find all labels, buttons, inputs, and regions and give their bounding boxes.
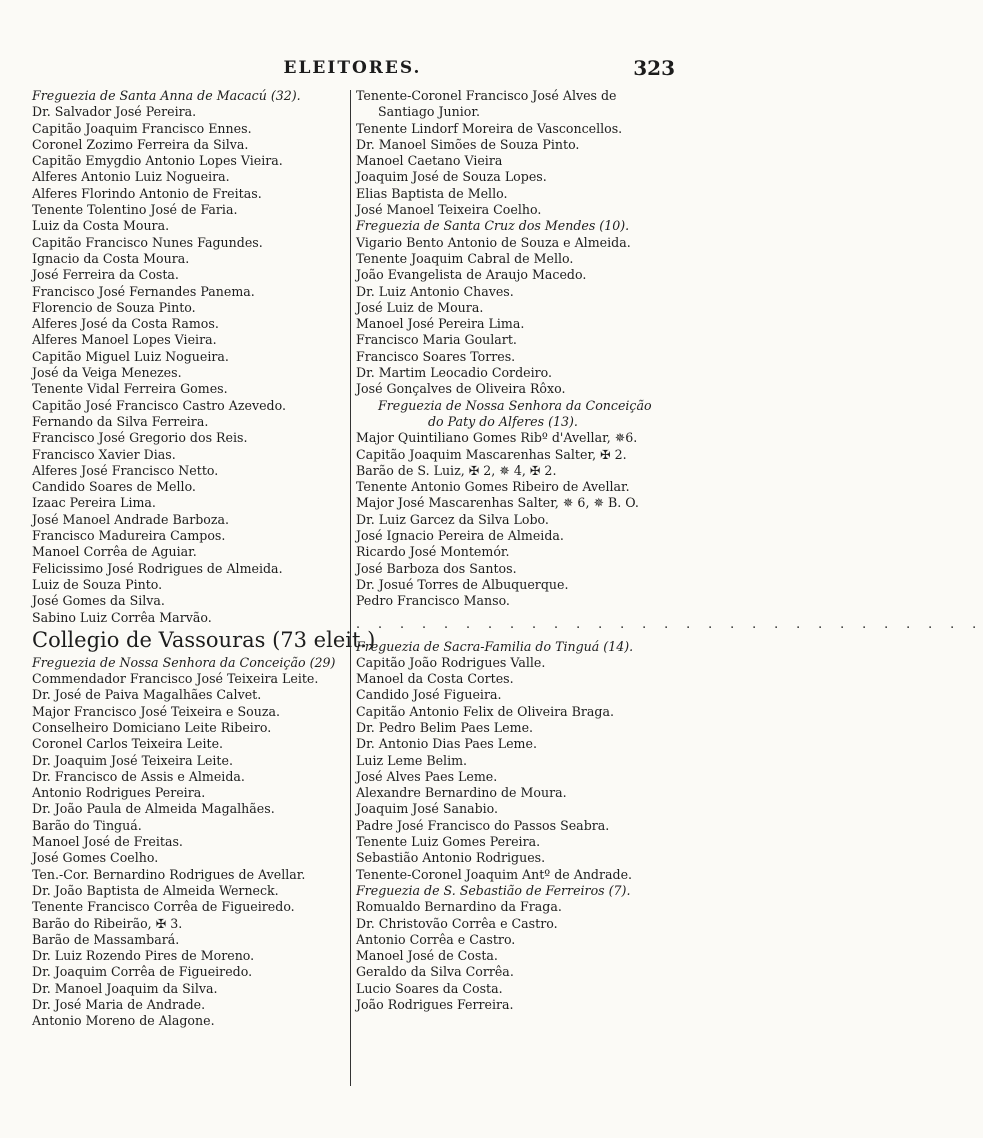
- list-item: Florencio de Souza Pinto.: [32, 299, 196, 315]
- list-item: Dr. João Baptista de Almeida Werneck.: [32, 882, 279, 898]
- name-list-macacu-cont: [356, 121, 676, 219]
- list-item: Dr. José Maria de Andrade.: [32, 997, 206, 1013]
- list-item: Felicissimo José Rodrigues de Almeida.: [32, 560, 283, 576]
- list-item: Capitão Joaquim Francisco Ennes.: [32, 120, 252, 136]
- list-item: José Manoel Teixeira Coelho.: [356, 202, 542, 218]
- list-item: Capitão Joaquim Mascarenhas Salter, ✠ 2.: [356, 446, 627, 462]
- list-item: Conselheiro Domiciano Leite Ribeiro.: [32, 719, 272, 735]
- list-item: Ten.-Cor. Bernardino Rodrigues de Avellar.: [32, 866, 306, 882]
- list-item: Manoel José de Freitas.: [32, 834, 183, 850]
- list-item: Dr. Salvador José Pereira.: [32, 104, 197, 120]
- list-item: Vigario Bento Antonio de Souza e Almeida.: [356, 234, 631, 250]
- list-item: Alferes Florindo Antonio de Freitas.: [32, 185, 262, 201]
- list-item: João Evangelista de Araujo Macedo.: [356, 267, 587, 283]
- list-item: Elias Baptista de Mello.: [356, 185, 508, 201]
- list-item: Francisco Madureira Campos.: [32, 528, 226, 544]
- list-item: Manoel José Pereira Lima.: [356, 316, 525, 332]
- list-item: Pedro Francisco Manso.: [356, 593, 510, 609]
- list-item: Tenente Joaquim Cabral de Mello.: [356, 250, 574, 266]
- list-item: Alferes José Francisco Netto.: [32, 462, 219, 478]
- list-item: José Ignacio Pereira de Almeida.: [356, 528, 564, 544]
- list-item: Dr. Manoel Simões de Souza Pinto.: [356, 136, 580, 152]
- list-item: Barão do Tinguá.: [32, 817, 142, 833]
- list-item: José Gomes Coelho.: [32, 850, 159, 866]
- name-list-santa-anna: [32, 104, 347, 626]
- list-item: José da Veiga Menezes.: [32, 365, 182, 381]
- list-item: Candido José Figueira.: [356, 687, 502, 703]
- list-item: José Luiz de Moura.: [356, 299, 484, 315]
- list-item: Tenente Lindorf Moreira de Vasconcellos.: [356, 120, 623, 136]
- list-item: Francisco Soares Torres.: [356, 348, 516, 364]
- list-item: Lucio Soares da Costa.: [356, 980, 503, 996]
- list-item: Dr. José de Paiva Magalhães Calvet.: [32, 687, 262, 703]
- list-item: Candido Soares de Mello.: [32, 479, 196, 495]
- list-item: Ricardo José Montemór.: [356, 544, 510, 560]
- list-item: Tenente-Coronel Francisco José Alves de: [356, 88, 617, 103]
- list-item: Izaac Pereira Lima.: [32, 495, 156, 511]
- list-item: Luiz da Costa Moura.: [32, 218, 170, 234]
- list-item: Dr. Luiz Garcez da Silva Lobo.: [356, 511, 549, 527]
- list-item: Tenente-Coronel Joaquim Antº de Andrade.: [356, 866, 633, 882]
- list-item-continuation: Santiago Junior.: [378, 104, 481, 120]
- section-heading-paty-cont: do Paty do Alferes (13).: [428, 413, 578, 429]
- list-item: Tenente Francisco Corrêa de Figueiredo.: [32, 899, 295, 915]
- list-item: Dr. Manoel Joaquim da Silva.: [32, 980, 218, 996]
- list-item: Tenente Antonio Gomes Ribeiro de Avellar.: [356, 479, 630, 495]
- list-item: Tenente Luiz Gomes Pereira.: [356, 834, 541, 850]
- column-divider: [350, 90, 351, 1086]
- list-item: Major José Mascarenhas Salter, ✵ 6, ✵ B. O.: [356, 495, 639, 511]
- section-heading-paty: Freguezia de Nossa Senhora da Conceição: [378, 397, 652, 413]
- list-item: Major Francisco José Teixeira e Souza.: [32, 703, 280, 719]
- list-item: José Ferreira da Costa.: [32, 267, 179, 283]
- list-item: Commendador Francisco José Teixeira Leite.: [32, 671, 319, 687]
- list-item: Francisco José Gregorio dos Reis.: [32, 430, 248, 446]
- list-item: Manoel da Costa Cortes.: [356, 671, 514, 687]
- list-item: Dr. Francisco de Assis e Almeida.: [32, 768, 245, 784]
- list-item: Antonio Moreno de Alagone.: [32, 1013, 215, 1029]
- list-item: Tenente Vidal Ferreira Gomes.: [32, 381, 228, 397]
- list-item: Barão de Massambará.: [32, 931, 180, 947]
- list-item: Capitão José Francisco Castro Azevedo.: [32, 397, 286, 413]
- list-item: Padre José Francisco do Passos Seabra.: [356, 817, 610, 833]
- list-item: João Rodrigues Ferreira.: [356, 997, 514, 1013]
- dotted-separator: . . . . . . . . . . . . . . . . . . . . . . . . . . . . .: [356, 615, 983, 631]
- section-heading-santa-anna: Freguezia de Santa Anna de Macacú (32).: [32, 88, 301, 103]
- list-item: Ignacio da Costa Moura.: [32, 250, 190, 266]
- list-item: Dr. Joaquim José Teixeira Leite.: [32, 752, 233, 768]
- left-column: [32, 88, 376, 1030]
- list-item: Barão do Ribeirão, ✠ 3.: [32, 915, 183, 931]
- section-heading-conceicao: Freguezia de Nossa Senhora da Conceição (29): [32, 654, 336, 670]
- list-item: Coronel Carlos Teixeira Leite.: [32, 736, 224, 752]
- list-item: Dr. Pedro Belim Paes Leme.: [356, 719, 534, 735]
- page-header: [30, 58, 675, 82]
- list-item: Alferes Manoel Lopes Vieira.: [32, 332, 217, 348]
- list-item: Dr. Antonio Dias Paes Leme.: [356, 736, 537, 752]
- list-item: Antonio Corrêa e Castro.: [356, 931, 516, 947]
- list-item: Dr. Joaquim Corrêa de Figueiredo.: [32, 964, 253, 980]
- list-item: Romualdo Bernardino da Fraga.: [356, 899, 562, 915]
- list-item: Tenente Tolentino José de Faria.: [32, 202, 238, 218]
- section-heading-santa-cruz: Freguezia de Santa Cruz dos Mendes (10).: [356, 218, 630, 234]
- list-item: José Manoel Andrade Barboza.: [32, 511, 230, 527]
- list-item: Dr. Christovão Corrêa e Castro.: [356, 915, 558, 931]
- list-item: Francisco José Fernandes Panema.: [32, 283, 255, 299]
- list-item: Luiz de Souza Pinto.: [32, 576, 163, 592]
- list-item: Manoel Caetano Vieira: [356, 153, 503, 169]
- list-item: Dr. Josué Torres de Albuquerque.: [356, 576, 569, 592]
- list-item: Alferes Antonio Luiz Nogueira.: [32, 169, 230, 185]
- list-item: José Gomes da Silva.: [32, 593, 165, 609]
- college-title: Collegio de Vassouras (73 eleit.): [32, 627, 376, 652]
- list-item: Geraldo da Silva Corrêa.: [356, 964, 514, 980]
- page-title: ELEITORES.: [283, 58, 422, 78]
- list-item: José Alves Paes Leme.: [356, 768, 498, 784]
- list-item: Capitão Antonio Felix de Oliveira Braga.: [356, 703, 615, 719]
- list-item: Sabino Luiz Corrêa Marvão.: [32, 609, 212, 625]
- right-column: [356, 88, 983, 1013]
- list-item: José Barboza dos Santos.: [356, 560, 517, 576]
- name-list-conceicao: [32, 671, 347, 1030]
- list-item: Alexandre Bernardino de Moura.: [356, 785, 567, 801]
- list-item: Dr. Luiz Rozendo Pires de Moreno.: [32, 948, 255, 964]
- list-item: Fernando da Silva Ferreira.: [32, 413, 209, 429]
- list-item: Capitão Francisco Nunes Fagundes.: [32, 234, 263, 250]
- list-item: Dr. Luiz Antonio Chaves.: [356, 283, 514, 299]
- list-item: Dr. Martim Leocadio Cordeiro.: [356, 365, 552, 381]
- list-item: Major Quintiliano Gomes Ribº d'Avellar, ✵6.: [356, 430, 638, 446]
- list-item: Capitão Miguel Luiz Nogueira.: [32, 348, 229, 364]
- list-item: Coronel Zozimo Ferreira da Silva.: [32, 136, 249, 152]
- list-item: Alferes José da Costa Ramos.: [32, 316, 219, 332]
- list-item: Luiz Leme Belim.: [356, 752, 468, 768]
- list-item: Francisco Xavier Dias.: [32, 446, 176, 462]
- page-number: 323: [633, 56, 675, 80]
- name-list-ferreiros: [356, 899, 676, 1013]
- section-heading-ferreiros: Freguezia de S. Sebastião de Ferreiros (7).: [356, 882, 631, 898]
- list-item: José Gonçalves de Oliveira Rôxo.: [356, 381, 566, 397]
- list-item: Joaquim José de Souza Lopes.: [356, 169, 547, 185]
- list-item: Capitão João Rodrigues Valle.: [356, 654, 546, 670]
- list-item: Joaquim José Sanabio.: [356, 801, 499, 817]
- name-list-tingua: [356, 655, 676, 883]
- list-item: Capitão Emygdio Antonio Lopes Vieira.: [32, 153, 283, 169]
- list-item: Francisco Maria Goulart.: [356, 332, 517, 348]
- name-list-paty: [356, 430, 676, 609]
- section-heading-tingua: Freguezia de Sacra-Familia do Tinguá (14).: [356, 638, 634, 654]
- list-item: Barão de S. Luiz, ✠ 2, ✵ 4, ✠ 2.: [356, 462, 557, 478]
- list-item: Manoel Corrêa de Aguiar.: [32, 544, 197, 560]
- list-item: Dr. João Paula de Almeida Magalhães.: [32, 801, 275, 817]
- list-item: Manoel José de Costa.: [356, 948, 498, 964]
- list-item: Sebastião Antonio Rodrigues.: [356, 850, 546, 866]
- name-list-santa-cruz: [356, 235, 676, 398]
- list-item: Antonio Rodrigues Pereira.: [32, 785, 206, 801]
